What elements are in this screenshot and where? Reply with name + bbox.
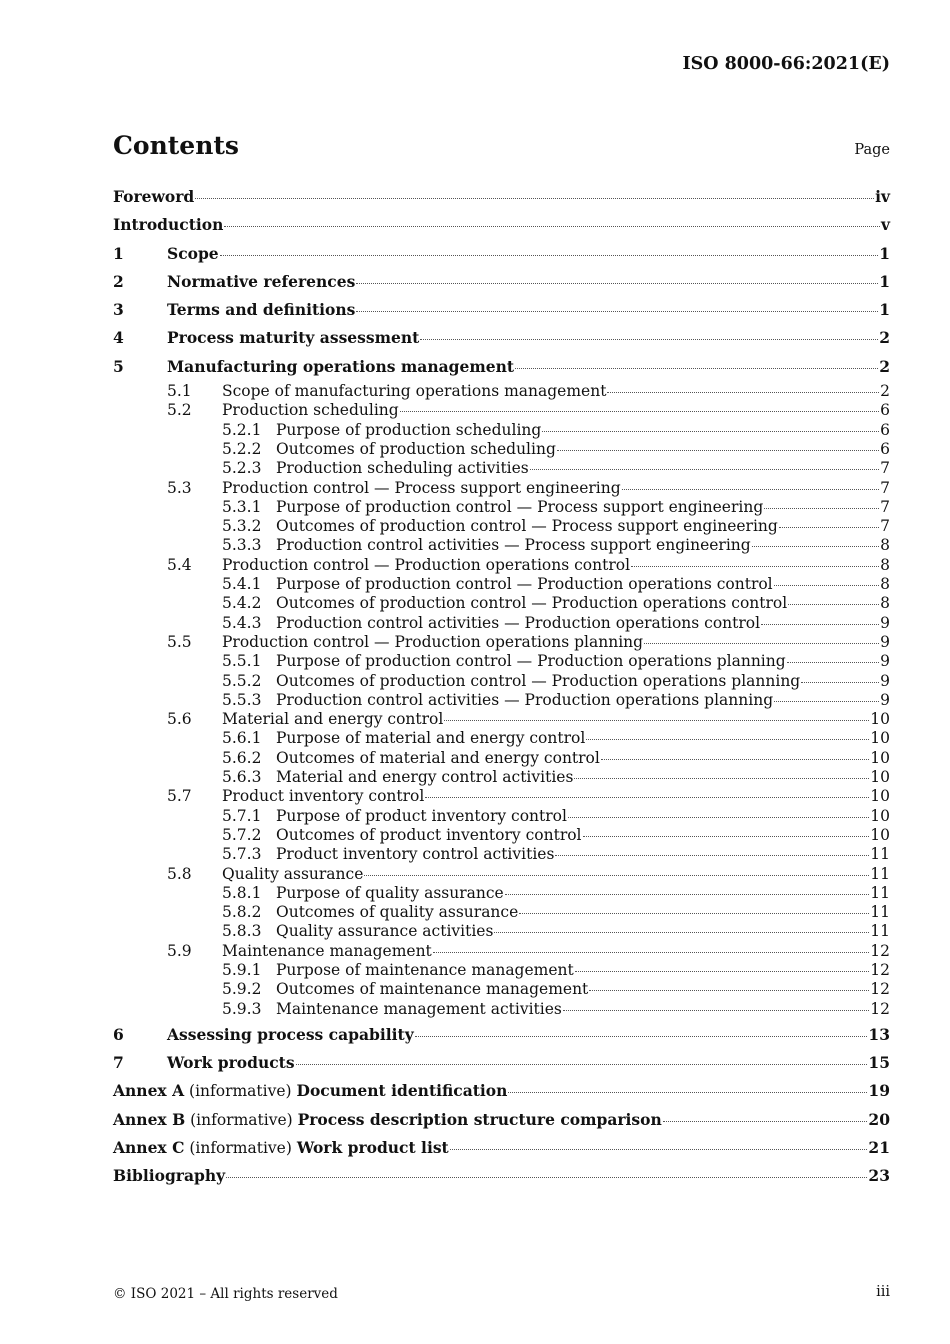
toc-entry[interactable] bbox=[113, 556, 890, 575]
toc-dot-leader bbox=[220, 255, 879, 256]
toc-dot-leader bbox=[356, 283, 878, 284]
toc-entry-number: 5.5.1 bbox=[222, 652, 262, 671]
toc-entry-title: Scope bbox=[167, 243, 219, 263]
toc-entry-page: 10 bbox=[870, 768, 890, 787]
toc-entry-title: Outcomes of production control — Production operations control bbox=[276, 594, 788, 613]
toc-dot-leader bbox=[631, 566, 879, 567]
toc-entry-page: 9 bbox=[880, 632, 890, 651]
toc-entry-number: 5.4.3 bbox=[222, 613, 262, 632]
toc-entry-title: Outcomes of material and energy control bbox=[276, 748, 600, 767]
toc-entry[interactable] bbox=[113, 922, 890, 941]
toc-entry-title: Normative references bbox=[167, 271, 356, 291]
toc-dot-leader bbox=[515, 368, 878, 369]
toc-entry-page: 11 bbox=[870, 903, 890, 922]
toc-entry-number: 5 bbox=[113, 356, 124, 376]
toc-entry-number: 4 bbox=[113, 328, 124, 348]
toc-dot-leader bbox=[555, 855, 869, 856]
toc-dot-leader bbox=[568, 817, 869, 818]
toc-entry[interactable] bbox=[113, 865, 890, 884]
toc-dot-leader bbox=[224, 226, 880, 227]
toc-entry-page: 10 bbox=[870, 806, 890, 825]
toc-entry-number: 2 bbox=[113, 271, 124, 291]
toc-dot-leader bbox=[663, 1121, 868, 1122]
toc-entry-page: 19 bbox=[868, 1081, 890, 1101]
toc-entry-title: Production control activities — Process support engineering bbox=[276, 536, 751, 555]
toc-entry[interactable] bbox=[113, 749, 890, 768]
toc-entry-title: Outcomes of product inventory control bbox=[276, 825, 582, 844]
toc-dot-leader bbox=[420, 339, 878, 340]
toc-entry-title: Production control — Process support engineering bbox=[222, 478, 621, 497]
toc-entry[interactable] bbox=[113, 768, 890, 787]
toc-entry-number: 5.4 bbox=[167, 555, 192, 574]
toc-entry-title: Purpose of product inventory control bbox=[276, 806, 567, 825]
toc-dot-leader bbox=[508, 1092, 867, 1093]
toc-entry-title: Outcomes of quality assurance bbox=[276, 903, 519, 922]
toc-entry-page: iv bbox=[875, 187, 890, 206]
toc-entry[interactable] bbox=[113, 710, 890, 729]
toc-dot-leader bbox=[589, 990, 869, 991]
toc-entry[interactable] bbox=[113, 459, 890, 478]
toc-entry-number: 5.2.1 bbox=[222, 420, 262, 439]
toc-entry[interactable] bbox=[113, 633, 890, 652]
toc-entry-page: 10 bbox=[870, 710, 890, 729]
toc-dot-leader bbox=[530, 469, 879, 470]
toc-dot-leader bbox=[761, 624, 879, 625]
toc-entry[interactable] bbox=[113, 382, 890, 401]
toc-entry[interactable] bbox=[113, 1050, 890, 1078]
toc-entry[interactable] bbox=[113, 297, 890, 325]
toc-entry-page: 7 bbox=[880, 478, 890, 497]
toc-entry-number: 7 bbox=[113, 1053, 124, 1073]
toc-entry-page: 21 bbox=[868, 1138, 890, 1158]
toc-entry-number: 5.3.1 bbox=[222, 497, 262, 516]
toc-entry[interactable] bbox=[113, 980, 890, 999]
toc-entry-title: Outcomes of production scheduling bbox=[276, 439, 556, 458]
toc-entry-number: 5.1 bbox=[167, 382, 192, 401]
table-of-contents bbox=[113, 184, 890, 1192]
toc-entry[interactable] bbox=[113, 575, 890, 594]
toc-entry[interactable] bbox=[113, 354, 890, 382]
toc-entry-number: 5.9.2 bbox=[222, 980, 262, 999]
toc-dot-leader bbox=[787, 662, 879, 663]
toc-entry-title: Maintenance management activities bbox=[276, 999, 562, 1018]
toc-entry-title: Scope of manufacturing operations management bbox=[222, 382, 607, 401]
toc-dot-leader bbox=[195, 198, 874, 199]
toc-entry-page: 8 bbox=[880, 536, 890, 555]
document-identifier: ISO 8000-66:2021(E) bbox=[682, 54, 890, 74]
toc-entry-number: 5.8.3 bbox=[222, 922, 262, 941]
toc-dot-leader bbox=[764, 508, 879, 509]
toc-entry-title: Product inventory control bbox=[222, 787, 425, 806]
contents-heading: Contents bbox=[113, 131, 240, 160]
toc-entry-title: Purpose of quality assurance bbox=[276, 883, 504, 902]
toc-entry-page: 11 bbox=[870, 864, 890, 883]
toc-entry-number: 5.5 bbox=[167, 632, 192, 651]
toc-entry[interactable] bbox=[113, 440, 890, 459]
toc-entry-number: 5.6.2 bbox=[222, 748, 262, 767]
toc-entry-title: Outcomes of maintenance management bbox=[276, 980, 589, 999]
toc-entry-page: 2 bbox=[880, 382, 890, 401]
toc-dot-leader bbox=[574, 778, 869, 779]
toc-entry-page: 9 bbox=[880, 613, 890, 632]
toc-dot-leader bbox=[557, 450, 879, 451]
toc-entry-page: 11 bbox=[870, 883, 890, 902]
toc-entry[interactable] bbox=[113, 826, 890, 845]
toc-entry-title: Product inventory control activities bbox=[276, 845, 555, 864]
toc-entry-page: 23 bbox=[868, 1166, 890, 1186]
toc-entry-page: 9 bbox=[880, 652, 890, 671]
toc-entry[interactable] bbox=[113, 517, 890, 536]
toc-entry-page: 1 bbox=[879, 300, 890, 320]
toc-entry-number: 1 bbox=[113, 243, 124, 263]
toc-dot-leader bbox=[494, 932, 869, 933]
toc-entry-number: 5.7.2 bbox=[222, 825, 262, 844]
toc-dot-leader bbox=[425, 797, 869, 798]
toc-entry-number: 3 bbox=[113, 300, 124, 320]
toc-entry-title: Purpose of maintenance management bbox=[276, 960, 574, 979]
toc-entry-number: 5.7 bbox=[167, 787, 192, 806]
copyright-notice: © ISO 2021 – All rights reserved bbox=[113, 1286, 338, 1302]
toc-annex-qualifier: (informative) bbox=[184, 1082, 297, 1101]
toc-entry[interactable] bbox=[113, 498, 890, 517]
toc-entry-number: 5.9.3 bbox=[222, 999, 262, 1018]
toc-entry[interactable] bbox=[113, 1135, 890, 1163]
toc-entry-page: 8 bbox=[880, 575, 890, 594]
toc-entry-title: Manufacturing operations management bbox=[167, 356, 515, 376]
toc-entry-number: 5.4.1 bbox=[222, 575, 262, 594]
toc-entry-number: 5.7.3 bbox=[222, 845, 262, 864]
toc-entry-page: 10 bbox=[870, 748, 890, 767]
toc-dot-leader bbox=[400, 411, 879, 412]
toc-entry-page: 10 bbox=[870, 729, 890, 748]
toc-entry[interactable] bbox=[113, 652, 890, 671]
toc-entry-title: Purpose of production control — Production operations planning bbox=[276, 652, 786, 671]
toc-entry[interactable] bbox=[113, 241, 890, 269]
toc-entry[interactable] bbox=[113, 1107, 890, 1135]
toc-entry[interactable] bbox=[113, 845, 890, 864]
toc-entry-page: 6 bbox=[880, 420, 890, 439]
toc-entry[interactable] bbox=[113, 807, 890, 826]
toc-entry-page: 8 bbox=[880, 555, 890, 574]
toc-entry-page: 12 bbox=[870, 941, 890, 960]
toc-dot-leader bbox=[444, 720, 869, 721]
toc-dot-leader bbox=[586, 739, 869, 740]
toc-entry[interactable] bbox=[113, 961, 890, 980]
toc-entry-title: Purpose of production control — Production operations control bbox=[276, 575, 773, 594]
toc-entry-title: Quality assurance activities bbox=[276, 922, 494, 941]
toc-dot-leader bbox=[364, 875, 869, 876]
toc-entry-title: Production control — Production operations control bbox=[222, 555, 631, 574]
toc-dot-leader bbox=[575, 971, 870, 972]
toc-entry-number: 5.9 bbox=[167, 941, 192, 960]
toc-entry-number: 5.3 bbox=[167, 478, 192, 497]
page-column-label: Page bbox=[854, 142, 890, 158]
toc-entry-page: 12 bbox=[870, 960, 890, 979]
toc-entry-number: 5.8 bbox=[167, 864, 192, 883]
toc-dot-leader bbox=[801, 682, 879, 683]
toc-entry-title: Work products bbox=[167, 1053, 295, 1073]
toc-entry-title: Assessing process capability bbox=[167, 1024, 414, 1044]
toc-dot-leader bbox=[622, 489, 879, 490]
toc-entry-number: 5.6 bbox=[167, 710, 192, 729]
toc-entry-title: Outcomes of production control — Production operations planning bbox=[276, 671, 801, 690]
toc-entry-number: 6 bbox=[113, 1024, 124, 1044]
toc-dot-leader bbox=[226, 1177, 867, 1178]
toc-entry-page: 2 bbox=[879, 328, 890, 348]
toc-dot-leader bbox=[356, 311, 878, 312]
toc-entry[interactable] bbox=[113, 421, 890, 440]
toc-entry-number: 5.2.3 bbox=[222, 459, 262, 478]
toc-entry-title: Process maturity assessment bbox=[167, 328, 420, 348]
toc-entry-page: 7 bbox=[880, 497, 890, 516]
toc-annex-qualifier: (informative) bbox=[184, 1139, 297, 1158]
toc-entry-page: 6 bbox=[880, 401, 890, 420]
toc-annex-label: Annex C bbox=[113, 1138, 185, 1158]
toc-entry-number: 5.4.2 bbox=[222, 594, 262, 613]
toc-entry[interactable] bbox=[113, 1078, 890, 1106]
toc-entry-page: 7 bbox=[880, 459, 890, 478]
toc-entry-title: Maintenance management bbox=[222, 941, 432, 960]
toc-entry-title: Production scheduling bbox=[222, 401, 399, 420]
toc-entry-page: 7 bbox=[880, 517, 890, 536]
toc-entry-number: 5.6.1 bbox=[222, 729, 262, 748]
toc-entry-page: 8 bbox=[880, 594, 890, 613]
toc-dot-leader bbox=[433, 952, 869, 953]
toc-entry-title: Introduction bbox=[113, 215, 224, 235]
toc-entry-title: Purpose of material and energy control bbox=[276, 729, 586, 748]
toc-entry-title: Production scheduling activities bbox=[276, 459, 529, 478]
toc-dot-leader bbox=[788, 604, 879, 605]
toc-entry-title: Production control activities — Production operations control bbox=[276, 613, 761, 632]
toc-entry-page: 1 bbox=[879, 243, 890, 263]
toc-entry-title: Terms and definitions bbox=[167, 300, 356, 320]
toc-entry-title: Production control — Production operations planning bbox=[222, 632, 644, 651]
toc-entry-title: Outcomes of production control — Process support engineering bbox=[276, 517, 778, 536]
toc-dot-leader bbox=[542, 431, 879, 432]
toc-entry[interactable] bbox=[113, 401, 890, 420]
toc-dot-leader bbox=[505, 894, 870, 895]
toc-dot-leader bbox=[583, 836, 870, 837]
toc-entry-page: 15 bbox=[868, 1053, 890, 1073]
toc-entry-page: 1 bbox=[879, 271, 890, 291]
toc-entry-number: 5.8.1 bbox=[222, 883, 262, 902]
toc-dot-leader bbox=[607, 392, 879, 393]
toc-entry[interactable] bbox=[113, 787, 890, 806]
toc-entry-page: 11 bbox=[870, 922, 890, 941]
toc-entry-title: Purpose of production control — Process support engineering bbox=[276, 497, 764, 516]
toc-dot-leader bbox=[774, 585, 879, 586]
toc-entry[interactable] bbox=[113, 269, 890, 297]
toc-dot-leader bbox=[644, 643, 879, 644]
toc-entry[interactable] bbox=[113, 884, 890, 903]
toc-entry-number: 5.2 bbox=[167, 401, 192, 420]
toc-dot-leader bbox=[415, 1036, 868, 1037]
toc-entry-page: 11 bbox=[870, 845, 890, 864]
toc-dot-leader bbox=[601, 759, 869, 760]
toc-entry[interactable] bbox=[113, 212, 890, 240]
toc-entry-title: Process description structure comparison bbox=[297, 1109, 662, 1129]
toc-entry-title: Quality assurance bbox=[222, 864, 364, 883]
toc-entry-title: Bibliography bbox=[113, 1166, 226, 1186]
toc-entry-number: 5.3.2 bbox=[222, 517, 262, 536]
toc-entry[interactable] bbox=[113, 536, 890, 555]
toc-entry[interactable] bbox=[113, 903, 890, 922]
toc-entry[interactable] bbox=[113, 479, 890, 498]
toc-entry[interactable] bbox=[113, 691, 890, 710]
toc-entry-page: 12 bbox=[870, 999, 890, 1018]
toc-entry[interactable] bbox=[113, 184, 890, 212]
toc-entry-title: Foreword bbox=[113, 187, 195, 206]
toc-entry-title: Material and energy control bbox=[222, 710, 444, 729]
toc-dot-leader bbox=[519, 913, 869, 914]
toc-entry-page: 12 bbox=[870, 980, 890, 999]
toc-entry-page: v bbox=[880, 215, 890, 235]
toc-entry[interactable] bbox=[113, 594, 890, 613]
toc-entry-page: 20 bbox=[868, 1109, 890, 1129]
toc-dot-leader bbox=[779, 527, 879, 528]
toc-entry[interactable] bbox=[113, 729, 890, 748]
toc-entry-number: 5.2.2 bbox=[222, 439, 262, 458]
toc-annex-qualifier: (informative) bbox=[185, 1110, 298, 1129]
toc-entry-page: 9 bbox=[880, 690, 890, 709]
toc-entry-title: Material and energy control activities bbox=[276, 768, 574, 787]
toc-entry-title: Production control activities — Production operations planning bbox=[276, 690, 774, 709]
toc-entry-page: 6 bbox=[880, 439, 890, 458]
toc-dot-leader bbox=[450, 1149, 868, 1150]
toc-entry[interactable] bbox=[113, 1000, 890, 1019]
toc-entry[interactable] bbox=[113, 1163, 890, 1191]
toc-entry-title: Document identification bbox=[296, 1081, 508, 1101]
toc-entry-page: 13 bbox=[868, 1024, 890, 1044]
toc-entry[interactable] bbox=[113, 942, 890, 961]
toc-dot-leader bbox=[296, 1064, 868, 1065]
toc-entry[interactable] bbox=[113, 614, 890, 633]
toc-entry-number: 5.5.2 bbox=[222, 671, 262, 690]
toc-entry-page: 10 bbox=[870, 825, 890, 844]
toc-entry-number: 5.3.3 bbox=[222, 536, 262, 555]
toc-entry[interactable] bbox=[113, 1022, 890, 1050]
toc-entry-title: Work product list bbox=[296, 1138, 449, 1158]
toc-dot-leader bbox=[752, 546, 879, 547]
page-number: iii bbox=[876, 1284, 890, 1300]
toc-entry-number: 5.6.3 bbox=[222, 768, 262, 787]
toc-annex-label: Annex A bbox=[113, 1081, 185, 1101]
toc-entry-page: 2 bbox=[879, 356, 890, 376]
toc-entry-number: 5.9.1 bbox=[222, 960, 262, 979]
toc-entry-page: 10 bbox=[870, 787, 890, 806]
toc-entry-number: 5.7.1 bbox=[222, 806, 262, 825]
toc-entry[interactable] bbox=[113, 672, 890, 691]
toc-entry-number: 5.5.3 bbox=[222, 690, 262, 709]
toc-entry-title: Purpose of production scheduling bbox=[276, 420, 542, 439]
toc-dot-leader bbox=[774, 701, 879, 702]
toc-entry-page: 9 bbox=[880, 671, 890, 690]
toc-dot-leader bbox=[563, 1010, 869, 1011]
toc-entry[interactable] bbox=[113, 325, 890, 353]
toc-entry-number: 5.8.2 bbox=[222, 903, 262, 922]
toc-annex-label: Annex B bbox=[113, 1109, 186, 1129]
